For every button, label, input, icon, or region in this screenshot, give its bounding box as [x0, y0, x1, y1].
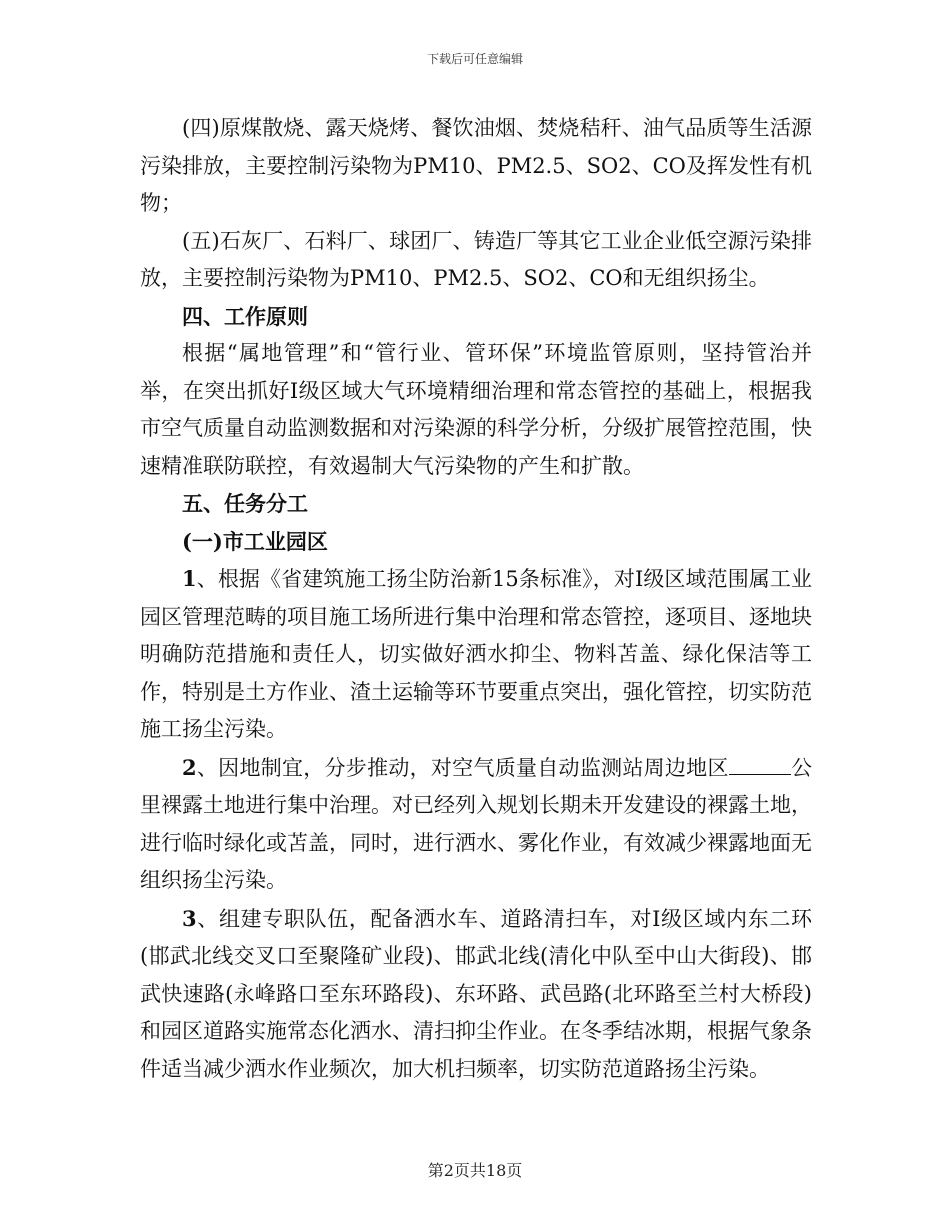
subsection-heading-park: (一)市工业园区 [182, 528, 328, 554]
task-paragraph-1 [140, 560, 812, 749]
task-text-2a: 、因地制宜，分步推动，对空气质量自动监测站周边地区 [196, 755, 729, 780]
section-heading-tasks: 五、任务分工 [182, 491, 308, 516]
paragraph-item-5: (五)石灰厂、石料厂、球团厂、铸造厂等其它工业企业低空源污染排放，主要控制污染物为PM10、PM2.5、SO2、CO和无组织扬尘。 [140, 228, 812, 290]
task-number-1: 1 [182, 566, 197, 591]
task-text-1: 、根据《省建筑施工扬尘防治新15条标准》，对Ⅰ级区域范围属工业园区管理范畴的项目施工场所进行集中治理和常态管控，逐项目、逐地块明确防范措施和责任人，切实做好洒水抑尘、物料苫盖、绿化保洁等工作，特别是土方作业、渣土运输等环节要重点突出，强化管控，切实防范施工扬尘污染。 [140, 567, 812, 741]
task-number-2: 2 [182, 754, 197, 780]
task-text-2b: 公里裸露土地进行集中治理。对已经列入规划长期未开发建设的裸露土地，进行临时绿化或苫盖，同时，进行洒水、雾化作业，有效减少裸露地面无组织扬尘污染。 [140, 755, 813, 892]
page-header: 下载后可任意编辑 [426, 52, 523, 66]
task-number-3: 3 [182, 905, 197, 931]
section-heading-principles: 四、工作原则 [182, 303, 308, 329]
document-body [140, 110, 812, 1088]
task-paragraph-2 [140, 749, 812, 900]
task-text-3: 、组建专职队伍，配备洒水车、道路清扫车，对Ⅰ级区域内东二环(邯武北线交叉口至聚隆矿业段)、邯武北线(清化中队至中山大街段)、邯武快速路(永峰路口至东环路段)、东环路、武邑路(北环路至兰村大桥段)和园区道路实施常态化洒水、清扫抑尘作业。在冬季结冰期，根据气象条件适当减少洒水作业频次，加大机扫频率，切实防范道路扬尘污染。 [140, 906, 812, 1081]
task-paragraph-3 [140, 900, 812, 1089]
paragraph-item-4: (四)原煤散烧、露天烧烤、餐饮油烟、焚烧秸秆、油气品质等生活源污染排放，主要控制污染物为PM10、PM2.5、SO2、CO及挥发性有机物； [140, 116, 812, 215]
page-footer: 第2页共18页 [427, 1161, 523, 1180]
paragraph-principles: 根据“属地管理”和“管行业、管环保”环境监管原则，坚持管治并举，在突出抓好Ⅰ级区域大气环境精细治理和常态管控的基础上，根据我市空气质量自动监测数据和对污染源的科学分析，分级扩展管控范围，快速精准联防联控，有效遏制大气污染物的产生和扩散。 [140, 341, 812, 478]
blank-underline [729, 756, 791, 775]
